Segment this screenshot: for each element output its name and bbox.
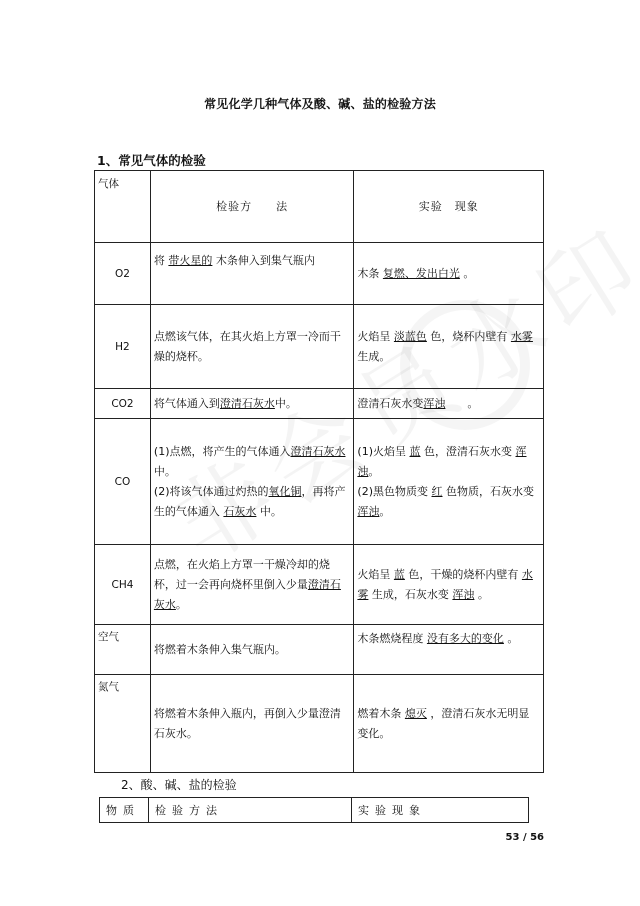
header-gas: 气体 (95, 171, 151, 243)
table2-header-row (100, 798, 529, 823)
gas-n2: 氮气 (95, 675, 151, 773)
table-row-h2 (95, 305, 544, 389)
gas-co: CO (95, 419, 151, 545)
gas-o2: O2 (95, 243, 151, 305)
acid-base-salt-table (99, 797, 529, 823)
table-row-co (95, 419, 544, 545)
header-method: 检验方 法 (150, 171, 354, 243)
table-row-air (95, 625, 544, 675)
t2-header-phenomenon: 实验现象 (352, 798, 529, 823)
phenomenon-o2: 木条 复燃、发出白光 。 (354, 243, 544, 305)
gas-detection-table (94, 170, 544, 773)
section-heading-gas: 1、常见气体的检验 (97, 153, 206, 168)
t2-header-substance: 物质 (100, 798, 149, 823)
phenomenon-ch4: 火焰呈 蓝 色，干燥的烧杯内壁有 水雾 生成，石灰水变 浑浊 。 (354, 545, 544, 625)
phenomenon-air: 木条燃烧程度 没有多大的变化 。 (354, 625, 544, 675)
header-phenomenon: 实验 现象 (354, 171, 544, 243)
phenomenon-n2: 燃着木条 熄灭 ，澄清石灰水无明显变化。 (354, 675, 544, 773)
method-n2: 将燃着木条伸入瓶内，再倒入少量澄清石灰水。 (150, 675, 354, 773)
gas-ch4: CH4 (95, 545, 151, 625)
method-co: (1)点燃，将产生的气体通入澄清石灰水中。 (2)将该气体通过灼热的氧化铜，再将产生的气体通入 石灰水 中。 (150, 419, 354, 545)
method-ch4: 点燃，在火焰上方罩一干燥冷却的烧杯，过一会再向烧杯里倒入少量澄清石灰水。 (150, 545, 354, 625)
table-row-n2 (95, 675, 544, 773)
table-row-co2 (95, 389, 544, 419)
phenomenon-co: (1)火焰呈 蓝 色，澄清石灰水变 浑浊。 (2)黑色物质变 红 色物质，石灰水变浑浊。 (354, 419, 544, 545)
method-o2: 将 带火星的 木条伸入到集气瓶内 (150, 243, 354, 305)
method-h2: 点燃该气体，在其火焰上方罩一冷而干燥的烧杯。 (150, 305, 354, 389)
phenomenon-co2: 澄清石灰水变浑浊 。 (354, 389, 544, 419)
method-co2: 将气体通入到澄清石灰水中。 (150, 389, 354, 419)
gas-h2: H2 (95, 305, 151, 389)
page-number: 53 / 56 (505, 832, 544, 843)
section-heading-acid-base-salt: 2、酸、碱、盐的检验 (121, 778, 237, 792)
table-row-o2 (95, 243, 544, 305)
table-row-ch4 (95, 545, 544, 625)
table-header-row (95, 171, 544, 243)
gas-co2: CO2 (95, 389, 151, 419)
method-air: 将燃着木条伸入集气瓶内。 (150, 625, 354, 675)
t2-header-method: 检验方法 (149, 798, 352, 823)
gas-air: 空气 (95, 625, 151, 675)
page-title: 常见化学几种气体及酸、碱、盐的检验方法 (204, 97, 436, 111)
phenomenon-h2: 火焰呈 淡蓝色 色，烧杯内壁有 水雾 生成。 (354, 305, 544, 389)
